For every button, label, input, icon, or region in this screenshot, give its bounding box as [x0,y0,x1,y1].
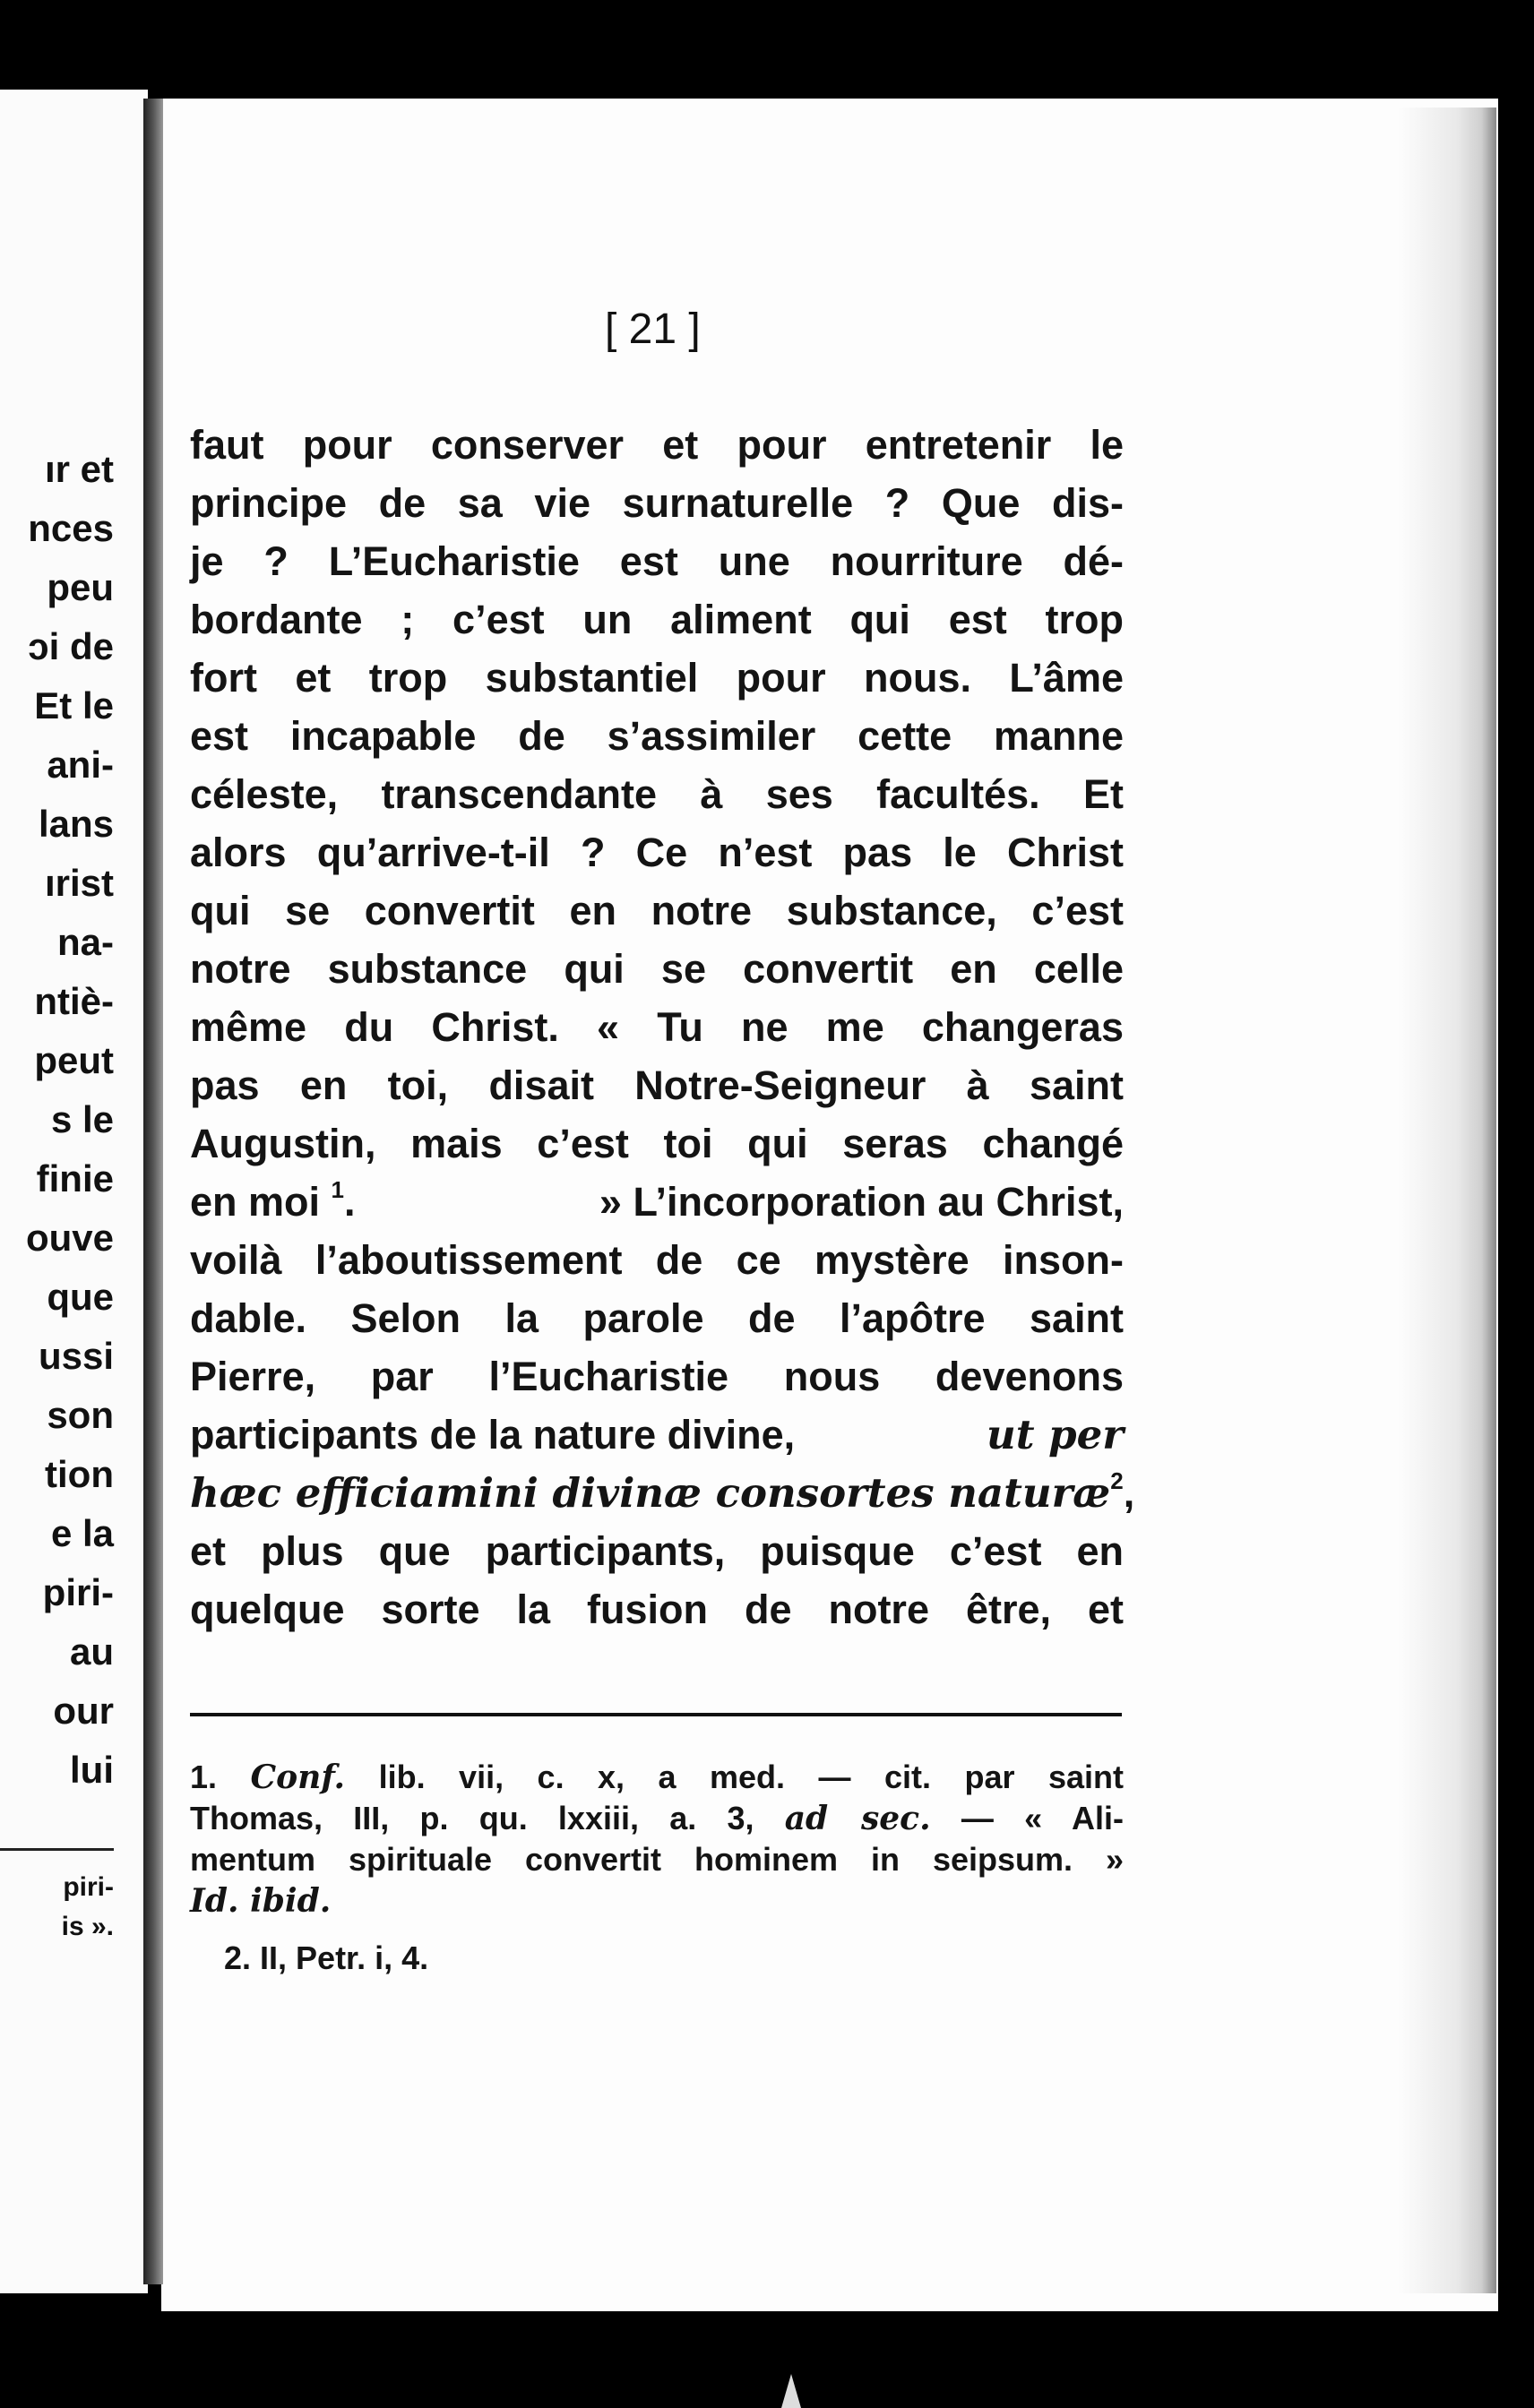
left-text-fragment: nces [28,507,114,549]
left-footnote-rule [0,1848,114,1851]
body-line: pas en toi, disait Notre-Seigneur à saint [190,1062,1124,1108]
body-line [190,1174,1124,1230]
body-line: dable. Selon la parole de l’apôtre saint [190,1295,1124,1341]
body-line: Augustin, mais c’est toi qui seras changé [190,1121,1124,1166]
body-line: qui se convertit en notre substance, c’est [190,888,1124,933]
left-text-fragment: au [69,1630,114,1673]
footnote-line: mentum spirituale convertit hominem in seipsum. » [190,1841,1124,1878]
body-line: voilà l’aboutissement de ce mystère inson- [190,1237,1124,1283]
left-footnote-fragment: piri- [63,1872,114,1902]
footnote-line [190,1758,1124,1797]
body-text: » L’incorporation au Christ, [599,1179,1124,1225]
body-line: Pierre, par l’Eucharistie nous devenons [190,1354,1124,1399]
latin-text: ut per [987,1411,1124,1458]
left-text-fragment: piri- [42,1571,114,1613]
body-line: bordante ; c’est un aliment qui est trop [190,597,1124,642]
footnote-line [190,1881,1124,1921]
body-line: quelque sorte la fusion de notre être, et [190,1587,1124,1632]
left-text-fragment: ouve [25,1217,114,1259]
left-text-fragment: na- [57,921,114,963]
left-page-fragment [0,90,148,2293]
footnote-text: lib. vii, c. x, a med. — cit. par saint [378,1759,1124,1795]
body-line: notre substance qui se convertit en celle [190,946,1124,992]
left-text-fragment: ntiè- [34,980,114,1022]
left-text-fragment: lans [38,803,114,845]
left-text-fragment: Et le [34,684,114,727]
footnote-italic: ad sec. [784,1800,931,1837]
left-text-fragment: tion [45,1453,114,1495]
left-text-fragment: our [53,1690,114,1732]
left-text-fragment: finie [36,1157,114,1200]
left-text-fragment: peut [34,1039,114,1081]
book-gutter [143,99,163,2284]
scan-marker [781,2374,801,2408]
body-text: , [1123,1470,1135,1516]
body-text: en moi [190,1179,321,1225]
page-number: [ 21 ] [605,305,701,353]
body-line: faut pour conserver et pour entretenir le [190,422,1124,468]
body-line: fort et trop substantiel pour nous. L’âme [190,655,1124,701]
footnote-ref: 1 [331,1176,345,1203]
page-edge-shadow [1398,108,1496,2293]
footnote-italic: Conf. [250,1759,346,1796]
left-text-fragment: ır et [44,448,114,490]
left-text-fragment: ırist [44,862,114,904]
body-text: participants de la nature divine, [190,1412,796,1458]
left-footnote-fragment: is ». [61,1912,114,1941]
left-text-fragment: ɔi de [28,625,114,667]
left-text-fragment: e la [50,1512,114,1554]
footnote-line [190,1799,1124,1838]
footnote-line: 2. II, Petr. i, 4. [224,1939,429,1976]
body-line: même du Christ. « Tu ne me changeras [190,1004,1124,1050]
body-line: principe de sa vie surnaturelle ? Que dis- [190,480,1124,526]
body-line [190,1407,1124,1463]
footnote-ref: 2 [1110,1467,1124,1494]
left-text-fragment: ussi [38,1335,114,1377]
latin-text: hæc efficiamini divinæ consortes naturæ [190,1469,1111,1517]
footnote-text: Thomas, III, p. qu. lxxiii, a. 3, [190,1800,754,1836]
footnote-italic: Id. ibid. [190,1882,332,1920]
left-text-fragment: que [47,1276,114,1318]
body-line [190,1466,1135,1521]
body-line: je ? L’Eucharistie est une nourriture dé- [190,538,1124,584]
body-line: et plus que participants, puisque c’est en [190,1528,1124,1574]
left-text-fragment: peu [47,566,114,608]
left-text-fragment: ani- [47,744,114,786]
left-text-fragment: lui [70,1749,114,1791]
body-line: céleste, transcendante à ses facultés. Et [190,771,1124,817]
footnote-number: 1. [190,1759,218,1795]
left-text-fragment: s le [50,1098,114,1140]
body-line: est incapable de s’assimiler cette manne [190,713,1124,759]
footnote-text: — « Ali- [961,1800,1124,1836]
body-line: alors qu’arrive-t-il ? Ce n’est pas le Christ [190,830,1124,875]
body-text: . [344,1179,356,1225]
footnote-rule [190,1713,1122,1716]
left-text-fragment: son [47,1394,114,1436]
